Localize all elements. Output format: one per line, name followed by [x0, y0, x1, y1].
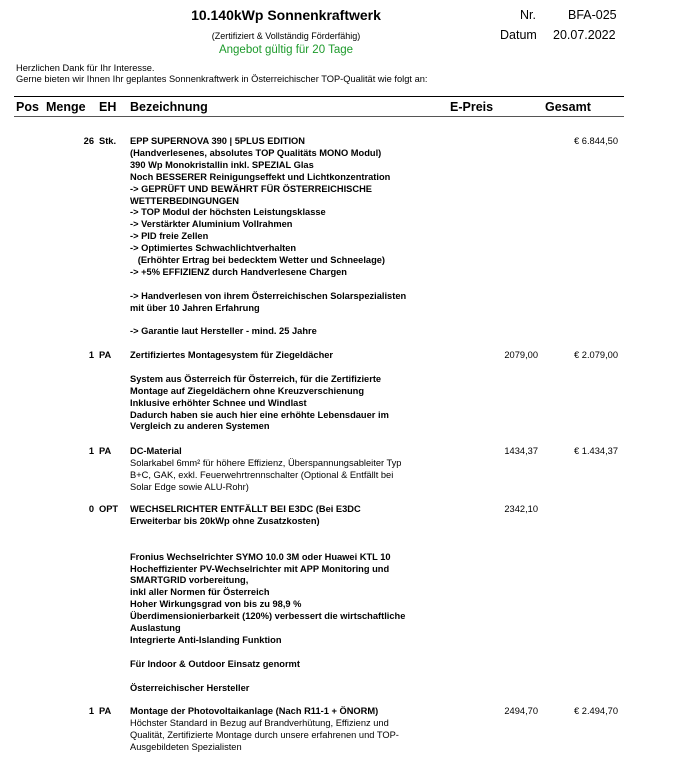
description-line: Überdimensionierbarkeit (120%) verbessert die wirtschaftliche: [130, 611, 406, 622]
description-line: mit über 10 Jahren Erfahrung: [130, 302, 260, 313]
header-rule-top: [14, 96, 624, 97]
description-line: System aus Österreich für Österreich, für die Zertifizierte: [130, 373, 382, 384]
description-line: [130, 540, 470, 552]
column-epreis: E-Preis: [450, 100, 494, 114]
description-line: [130, 528, 470, 540]
description-line: [130, 647, 470, 659]
description-line: Solarkabel 6mm² für höhere Effizienz, Überspannungsableiter Typ: [130, 457, 402, 468]
description-line: Hoher Wirkungsgrad von bis zu 98,9 %: [130, 599, 302, 610]
description-line: -> Optimiertes Schwachlichtverhalten: [130, 243, 297, 254]
description-line: -> Garantie laut Hersteller - mind. 25 Jahre: [130, 326, 317, 337]
item-quantity: 1: [88, 706, 94, 716]
description-line: -> GEPRÜFT UND BEWÄHRT FÜR ÖSTERREICHISCHE: [130, 183, 372, 194]
description-line: (Erhöhter Ertrag bei bedecktem Wetter und Schneelage): [130, 255, 386, 266]
description-line: Noch BESSERER Reinigungseffekt und Lichtkonzentration: [130, 171, 391, 182]
item-quantity: 0: [88, 504, 94, 514]
description-line: Qualität, Zertifizierte Montage durch unsere erfahrenen und TOP-: [130, 729, 399, 740]
description-line: [130, 362, 470, 374]
description-line: DC-Material: [130, 446, 182, 456]
description-line: Fronius Wechselrichter SYMO 10.0 3M oder Huawei KTL 10: [130, 551, 391, 562]
item-description: [130, 350, 470, 433]
item-unit: PA: [99, 706, 112, 716]
item-description: [130, 504, 470, 694]
description-line: inkl aller Normen für Österreich: [130, 587, 270, 598]
column-bezeichnung: Bezeichnung: [130, 100, 208, 114]
description-line: Höchster Standard in Bezug auf Brandverhütung, Effizienz und: [130, 717, 389, 728]
description-line: -> PID freie Zellen: [130, 231, 209, 242]
description-line: Erweiterbar bis 20kWp ohne Zusatzkosten): [130, 515, 320, 526]
intro-text: Gerne bieten wir Ihnen Ihr geplantes Sonnenkraftwerk in Österreichischer TOP-Qualität wie folgt an:: [16, 74, 428, 84]
description-line: [130, 315, 470, 327]
item-unit-price: 2342,10: [504, 504, 538, 514]
description-line: Für Indoor & Outdoor Einsatz genormt: [130, 658, 300, 669]
document-title: 10.140kWp Sonnenkraftwerk: [191, 7, 381, 23]
description-line: Zertifiziertes Montagesystem für Ziegeldächer: [130, 350, 334, 360]
item-unit-price: 2079,00: [504, 350, 538, 360]
item-unit: OPT: [99, 504, 119, 514]
item-unit-price: 1434,37: [504, 446, 538, 456]
description-line: EPP SUPERNOVA 390 | 5PLUS EDITION: [130, 136, 305, 146]
datum-label: Datum: [500, 28, 537, 42]
description-line: [130, 671, 470, 683]
item-total: € 6.844,50: [574, 136, 618, 146]
intro-greeting: Herzlichen Dank für Ihr Interesse.: [16, 63, 155, 73]
column-gesamt: Gesamt: [545, 100, 591, 114]
description-line: Auslastung: [130, 623, 181, 634]
item-unit-price: 2494,70: [504, 706, 538, 716]
description-line: B+C, GAK, exkl. Feuerwehrtrennschalter (Optional & Entfällt bei: [130, 469, 394, 480]
description-line: [130, 279, 470, 291]
description-line: Ausgebildeten Spezialisten: [130, 741, 242, 752]
description-line: Montage auf Ziegeldächern ohne Kreuzverschienung: [130, 385, 365, 396]
datum-value: 20.07.2022: [553, 28, 616, 42]
description-line: -> +5% EFFIZIENZ durch Handverlesene Chargen: [130, 266, 347, 277]
description-line: -> Handverlesen von ihrem Österreichischen Solarspezialisten: [130, 290, 407, 301]
item-unit: PA: [99, 446, 112, 456]
description-line: -> Verstärkter Aluminium Vollrahmen: [130, 219, 293, 230]
description-line: Solar Edge sowie ALU-Rohr): [130, 481, 249, 492]
item-description: [130, 136, 470, 338]
item-quantity: 1: [88, 446, 94, 456]
description-line: (Handverlesenes, absolutes TOP Qualitäts MONO Modul): [130, 147, 382, 158]
description-line: 390 Wp Monokristallin inkl. SPEZIAL Glas: [130, 159, 314, 170]
description-line: WECHSELRICHTER ENTFÄLLT BEI E3DC (Bei E3DC: [130, 504, 361, 514]
document-subtitle: (Zertifiziert & Vollständig Förderfähig): [211, 31, 361, 41]
offer-validity: Angebot gültig für 20 Tage: [218, 44, 354, 56]
description-line: Integrierte Anti-Islanding Funktion: [130, 634, 282, 645]
description-line: Vergleich zu anderen Systemen: [130, 421, 270, 432]
column-menge: Menge: [46, 100, 86, 114]
nr-value: BFA-025: [568, 8, 617, 22]
description-line: Montage der Photovoltaikanlage (Nach R11-1 + ÖNORM): [130, 706, 379, 716]
nr-label: Nr.: [520, 8, 536, 22]
column-pos: Pos: [16, 100, 39, 114]
item-total: € 1.434,37: [574, 446, 618, 456]
item-description: [130, 446, 470, 494]
item-total: € 2.079,00: [574, 350, 618, 360]
column-eh: EH: [99, 100, 117, 114]
description-line: -> TOP Modul der höchsten Leistungsklasse: [130, 207, 326, 218]
description-line: Dadurch haben sie auch hier eine erhöhte Lebensdauer im: [130, 409, 389, 420]
description-line: WETTERBEDINGUNGEN: [130, 195, 239, 206]
item-description: [130, 706, 470, 754]
description-line: Inklusive erhöhter Schnee und Windlast: [130, 397, 307, 408]
item-unit: PA: [99, 350, 112, 360]
description-line: Hocheffizienter PV-Wechselrichter mit APP Monitoring und: [130, 563, 390, 574]
description-line: SMARTGRID vorbereitung,: [130, 575, 249, 586]
description-line: Österreichischer Hersteller: [130, 682, 250, 693]
header-rule-bottom: [14, 116, 624, 117]
item-quantity: 1: [88, 350, 94, 360]
item-unit: Stk.: [99, 136, 117, 146]
item-quantity: 26: [83, 136, 94, 146]
item-total: € 2.494,70: [574, 706, 618, 716]
